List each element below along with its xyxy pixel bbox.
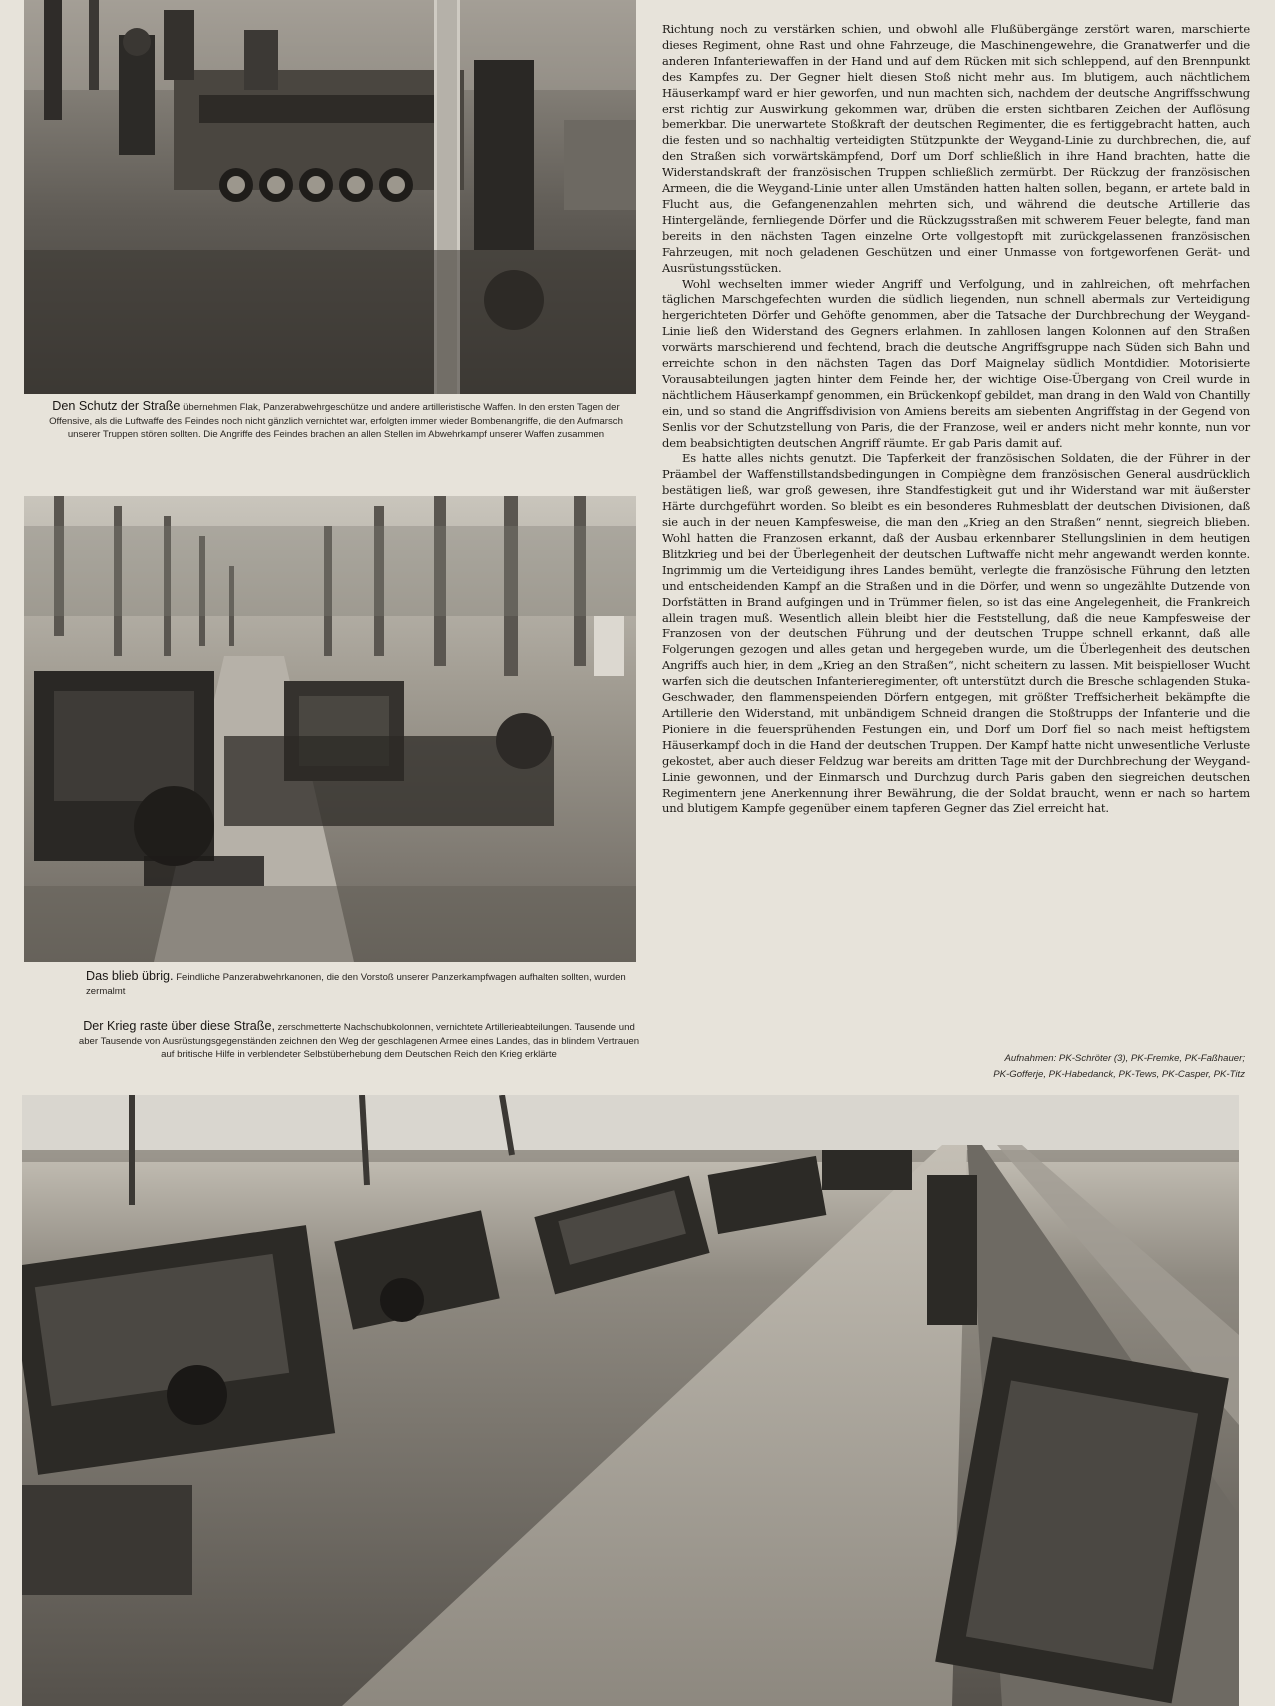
- photo-credits-line-2: PK-Gofferje, PK-Habedanck, PK-Tews, PK-Casper, PK-Titz: [993, 1069, 1245, 1080]
- article-paragraph: Richtung noch zu verstärken schien, und obwohl alle Flußübergänge zerstört waren, marschierte dieses Regiment, ohne Rast und ohne Fahrzeuge, die Maschinengewehre, die Granatwerfer und die anderen Infanteriewaffen in der Hand und auf dem Rücken mit sich schleppend, auf den Brennpunkt des Kampfes zu. Der Gegner hielt diesen Stoß nicht mehr aus. Im blutigem, auch nächtlichem Häuserkampf ward er hier geworfen, und nun machten sich, nachdem der deutsche Angriffsschwung erst richtig zur Auswirkung gekommen war, drüben die ersten sichtbaren Zeichen der Auflösung bemerkbar. Die unerwartete Stoßkraft der deutschen Regimenter, die es fertiggebracht hatten, auch die festen und so nachhaltig verteidigten Stützpunkte der Weygand-Linie zu durchbrechen, die, auf den Straßen sich vorwärtskämpfend, Dorf um Dorf schließlich in ihre Hand brachten, hatte die Widerstandskraft der französischen Truppen schließlich zermürbt. Der Rückzug der französischen Armeen, die die Weygand-Linie unter allen Umständen hatten halten sollen, begann, er artete bald in Flucht aus, die Gefangenenzahlen mehrten sich, und während die deutsche Artillerie das Hintergelände, fernliegende Dörfer und die Rückzugsstraßen mit schwerem Feuer belegte, fand man bereits in den nächsten Tagen einzelne Orte vollgestopft mit zurückgelassenen französischen Fahrzeugen, mit noch geladenen Geschützen und einer Unmasse von fortgeworfenen Gerät- und Ausrüstungsstücken.: [662, 22, 1250, 275]
- caption-photo2: [86, 970, 626, 998]
- caption-photo3-lead: Der Krieg raste über diese Straße,: [83, 1019, 275, 1033]
- caption-photo3-text: zerschmetterte Nachschubkolonnen, vernichtete Artillerieabteilungen. Tausende und aber Tausende von Ausrüstungsgegenständen zeichnen den Weg der geschlagenen Armee eines Landes, das in blindem Vertrauen auf britische Hilfe in verblendeter Selbstüberhebung dem Deutschen Reich den Krieg erklärte: [78, 1022, 640, 1061]
- caption-photo1-lead: Den Schutz der Straße: [52, 399, 181, 413]
- photo-halftrack-soldiers: [24, 0, 636, 394]
- photo-destroyed-antitank-guns-image: [24, 496, 636, 962]
- caption-photo1: [36, 400, 636, 442]
- photo-credits-line-1: Aufnahmen: PK-Schröter (3), PK-Fremke, PK-Faßhauer;: [1004, 1053, 1245, 1064]
- caption-photo2-lead: Das blieb übrig.: [86, 969, 174, 983]
- caption-photo2-text: Feindliche Panzerabwehrkanonen, die den Vorstoß unserer Panzerkampfwagen aufhalten sollten, wurden zermalmt: [86, 972, 626, 997]
- photo-credits: [790, 1051, 1245, 1083]
- article-paragraph: Es hatte alles nichts genutzt. Die Tapferkeit der französischen Soldaten, die der Führer in der Präambel der Waffenstillstandsbedingungen in Compiègne dem französischen General ausdrücklich bestätigen ließ, war groß gewesen, ihre Standfestigkeit gut und ihr Widerstand war mit äußerster Härte durchgeführt worden. So bleibt es ein besonderes Ruhmesblatt der deutschen Divisionen, daß sie auch in der neuen Kampfesweise, die man den „Krieg an den Straßen“ nennt, siegreich blieben. Wohl hatten die Franzosen erkannt, daß der Ausbau erkennbarer Stellungslinien in dem heutigen Blitzkrieg und bei der Überlegenheit der deutschen Luftwaffe nicht mehr angewandt werden konnte. Ingrimmig um die Verteidigung ihres Landes bemüht, verlegte die französische Führung den letzten und entscheidenden Kampf an die Straßen und in die Dörfer, und wenn so ungezählte Dutzende von Dorfstätten in Brand aufgingen und in Trümmer fielen, so ist das eine Angelegenheit, die Frankreich allein tragen muß. Wesentlich allein bleibt hier die Feststellung, daß die neue Kampfesweise der Franzosen von der deutschen Führung und der deutschen Truppe schnell erkannt, daß alle Folgerungen gezogen und alles getan und hergegeben wurde, um die Überlegenheit des deutschen Angriffs auch hier, in dem „Krieg an den Straßen“, nicht scheitern zu lassen. Mit beispielloser Wucht warfen sich die deutschen Infanterieregimenter, oft unterstützt durch die Bresche schlagenden Stuka-Geschwader, den flammenspeienden Dörfern entgegen, mit größter Treffsicherheit bekämpfte die Artillerie den Widerstand, mit unbändigem Schneid drangen die Stoßtrupps der Infanterie und die Pioniere in die feuersprühenden Festungen ein, und Dorf um Dorf fiel so nach meist heftigstem Häuserkampf doch in die Hand der deutschen Truppen. Der Kampf hatte nicht unwesentliche Verluste gekostet, aber auch dieser Feldzug war bereits am dritten Tage mit der Durchbrechung der Weygand-Linie gewonnen, und der Einmarsch und Durchzug durch Paris gaben den siegreichen deutschen Regimentern jene Anerkennung ihrer Bewährung, die der Soldat braucht, wenn er nach so hartem und blutigem Kampfe gegenüber einem tapferen Gegner das Ziel erreicht hat.: [662, 451, 1250, 816]
- photo-wrecked-convoy-road: [22, 1095, 1239, 1706]
- caption-photo3: [78, 1020, 640, 1062]
- photo-destroyed-antitank-guns: [24, 496, 636, 962]
- article-body: [662, 22, 1250, 817]
- article-paragraph: Wohl wechselten immer wieder Angriff und Verfolgung, und in zahlreichen, oft mehrfachen täglichen Marschgefechten wurden die südlich liegenden, nun schnell abermals zur Verteidigung hergerichteten Dörfer und Gehöfte genommen, aber die Tatsache der Durchbrechung der Weygand-Linie ließ den Widerstand des Gegners erlahmen. In zahllosen langen Kolonnen auf den Straßen vorwärts marschierend und fechtend, brach die deutsche Angriffsgruppe nach Süden sich Bahn und erreichte schon in den nächsten Tagen das Dorf Maignelay südlich Montdidier. Motorisierte Vorausabteilungen jagten hinter dem Feinde her, der wichtige Oise-Übergang von Creil wurde in nächtlichem Häuserkampf genommen, ein Brückenkopf gebildet, man drang in den Wald von Chantilly ein, und so stand die Angriffsdivision von Amiens bereits am siebenten Angriffstag in der Gegend von Senlis vor der Schutzstellung von Paris, die der Franzose, weil er anders nicht mehr konnte, nun vor dem beabsichtigten deutschen Angriff räumte. Er gab Paris damit auf.: [662, 276, 1250, 450]
- caption-photo1-text: übernehmen Flak, Panzerabwehrgeschütze und andere artilleristische Waffen. In den ersten Tagen der Offensive, als die Luftwaffe des Feindes noch nicht gänzlich vernichtet war, erfolgten immer wieder Bombenangriffe, die den Aufmarsch unserer Truppen stören sollten. Die Angriffe des Feindes brachen an allen Stellen im Abwehrkampf unserer Waffen zusammen: [49, 402, 623, 441]
- photo-wrecked-convoy-road-image: [22, 1095, 1239, 1706]
- photo-halftrack-soldiers-image: [24, 0, 636, 394]
